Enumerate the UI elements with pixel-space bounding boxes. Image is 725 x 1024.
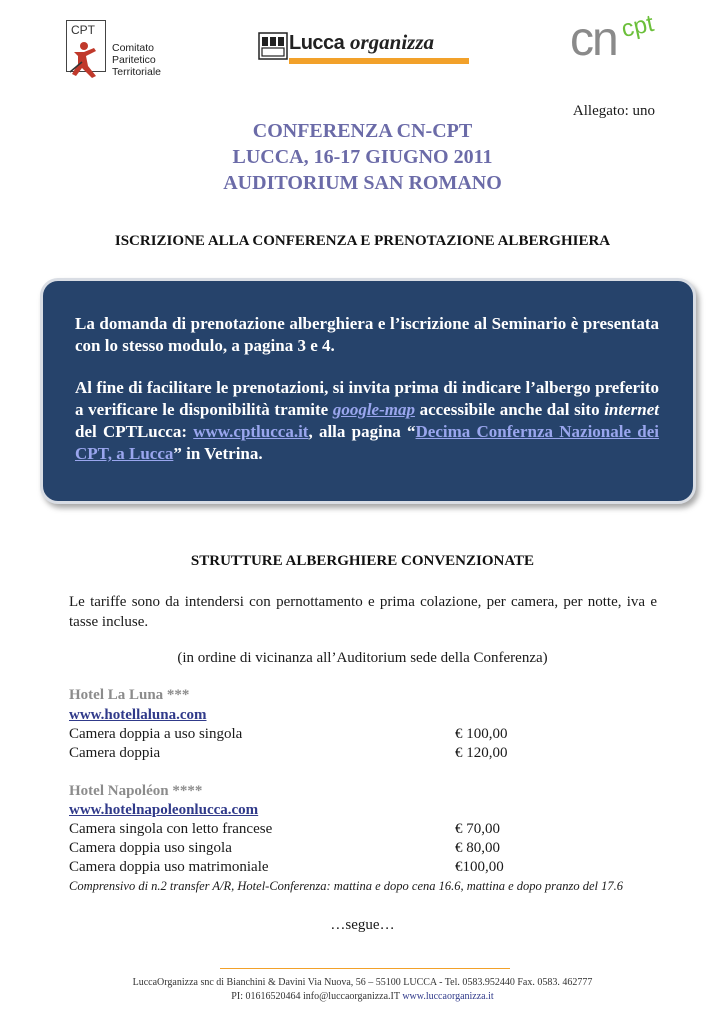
footer-address: LuccaOrganizza snc di Bianchini & Davini Via Nuova, 56 – 55100 LUCCA - Tel. 0583.952440 Fax. 0583. 462777	[132, 977, 593, 988]
hotel-name: Hotel La Luna ***	[69, 687, 190, 703]
footer-divider	[220, 968, 510, 969]
footer-vat-email: PI: 01616520464 info@luccaorganizza.IT	[231, 991, 403, 1002]
cpt-logo-box-text: CPT	[71, 23, 95, 37]
conference-date: LUCCA, 16-17 GIUGNO 2011	[232, 146, 493, 168]
continues-note: …segue…	[330, 917, 395, 933]
info-text-internet: internet	[604, 400, 659, 419]
worker-figure-icon	[68, 38, 104, 78]
conference-page-link[interactable]: Decima Confernza Nazionale dei CPT, a Lucca	[75, 422, 659, 463]
info-text: accessibile anche dal sito	[414, 400, 605, 419]
cpt-logo-line: Territoriale	[112, 66, 162, 78]
cn-logo-main: cn	[570, 13, 617, 66]
info-box-paragraph-1: La domanda di prenotazione alberghiera e l’iscrizione al Seminario è presentata con lo stesso modulo, a pagina 3 e 4.	[75, 314, 659, 355]
footer-contacts	[0, 991, 725, 1002]
room-price: €100,00	[455, 859, 504, 875]
tariffs-intro: Le tariffe sono da intendersi con pernottamento e prima colazione, per camera, per notte, iva e tasse incluse.	[69, 594, 657, 630]
conference-venue: AUDITORIUM SAN ROMANO	[223, 172, 502, 194]
cn-cpt-logo	[570, 9, 682, 70]
attachment-note: Allegato: uno	[572, 103, 655, 119]
google-map-link[interactable]: google-map	[332, 400, 415, 419]
registration-heading: ISCRIZIONE ALLA CONFERENZA E PRENOTAZIONE ALBERGHIERA	[114, 233, 611, 249]
hotel-website-link[interactable]: www.hotelnapoleonlucca.com	[69, 802, 259, 818]
hotels-heading: STRUTTURE ALBERGHIERE CONVENZIONATE	[190, 553, 535, 569]
lucca-logo-organizza: organizza	[350, 30, 435, 54]
room-type: Camera doppia	[69, 745, 161, 761]
lucca-organizza-logo	[258, 30, 480, 70]
lucca-logo-accent-bar	[289, 58, 469, 64]
info-box	[40, 278, 696, 504]
room-price: € 100,00	[455, 726, 508, 742]
cpt-logo	[66, 20, 184, 82]
room-price: € 70,00	[455, 821, 500, 837]
info-text: Al fine di facilitare le prenotazioni, si invita prima di indicare l’albergo preferito a verificare le disponibilità tramite	[75, 378, 659, 419]
order-note: (in ordine di vicinanza all’Auditorium sede della Conferenza)	[177, 650, 548, 666]
lucca-logo-word: Lucca	[289, 32, 345, 54]
info-text: ” in Vetrina.	[173, 444, 263, 463]
room-type: Camera doppia a uso singola	[69, 726, 243, 742]
info-text: del CPTLucca:	[75, 422, 194, 441]
room-type: Camera doppia uso singola	[69, 840, 232, 856]
hotel-name: Hotel Napoléon ****	[69, 783, 203, 799]
footer-website-link[interactable]: www.luccaorganizza.it	[402, 991, 494, 1002]
cptlucca-site-link[interactable]: www.cptlucca.it	[193, 422, 309, 441]
conference-title: CONFERENZA CN-CPT	[252, 120, 473, 142]
cpt-logo-text	[112, 42, 161, 78]
room-type: Camera singola con letto francese	[69, 821, 273, 837]
transfer-note: Comprensivo di n.2 transfer A/R, Hotel-Conferenza: mattina e dopo cena 16.6, mattina e dopo pranzo del 17.6	[69, 879, 624, 893]
hotel-website-link[interactable]: www.hotellaluna.com	[69, 707, 207, 723]
info-box-paragraph-2	[75, 377, 659, 465]
info-text: , alla pagina “	[308, 422, 416, 441]
room-price: € 80,00	[455, 840, 500, 856]
room-type: Camera doppia uso matrimoniale	[69, 859, 269, 875]
room-price: € 120,00	[455, 745, 508, 761]
cpt-logo-line: Paritetico	[112, 54, 156, 66]
cpt-logo-line: Comitato	[112, 42, 155, 54]
cn-logo-sub: cpt	[619, 9, 657, 44]
lucca-monument-icon	[258, 32, 288, 60]
